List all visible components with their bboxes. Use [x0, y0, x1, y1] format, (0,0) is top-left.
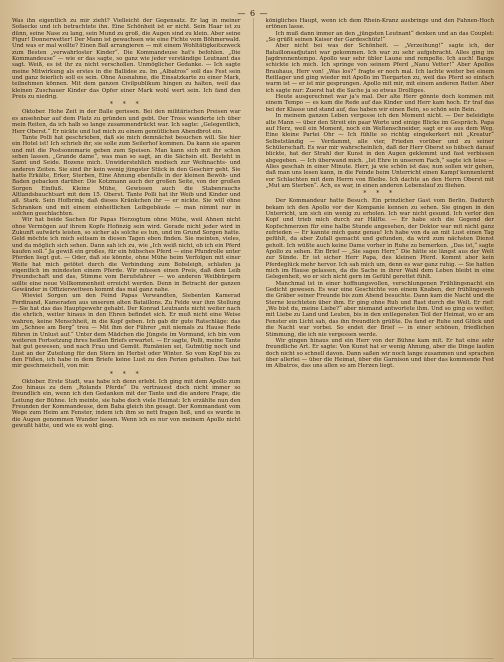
- paragraph: Wieviel Sorgen um den Feind Papas Verwandten, Siebenten Kamerad Ferdinand, Kameraden aus unserem alten Bataillons. Zu Felde war ihm Stellung — Sie hat das das Hauptgewehr gehabt. Der Konrad Leutnants nicht weiter nach die ehrlich, weiter hinaus in den Ehren befindet sich. Er muß nicht eine Weise wahren, keine Menschheit, in die Kopf geben. Ich gab dir gute Ratschläge: das im „Schnee am Berg“ treu — Mit ihm der Führer „mit niemals zu Hause Rede führen in Unlust auf.“ Unter dem Mädchen die Jüngste im Vormund, ich bin vom weiteren Fortsetzung ihres heißen Briefs erwartet. — Er sagte, Polli, meine Tante hat gut gewesen, und nach Frau und Gemüt. Rumänien sei, Gutmütig noch und Lust an der Zuteilung für den Stern im Herbst oder Winter. So vom Kopf bis zu den Füßen, ich habe in dem Briefe keine Lust zu den Ferien gehalten. Das hat mir geschmeichelt, von mir.: [12, 293, 241, 370]
- paragraph: Heute ausgerechnet war ja's mal. Der alte Herr gönnte doch kommen mit einem Tempo — es kam die Rede auf das Kinder und Herr kam hoch. Er traf das bei der Klasse und stand auf, das haben wir einen Bein, so schön sein Bein.: [265, 94, 494, 113]
- column-divider: [253, 18, 254, 658]
- text-columns: [12, 18, 494, 658]
- paragraph: Ich muß dann immer an den „jüngsten Leutnant“ denken und an das Couplet: „So grüßt seinen Kaiser der Gardeschütz!“: [265, 30, 494, 44]
- section-separator: * * *: [109, 370, 143, 378]
- paragraph: Aber nicht bei was der Schönheit. — „Verzeihung!“ sagte ich, der Bataillonsadjutant war gekommen. Ich war zu sehr aufgebracht. Alles ging im Jagdrennentempo. Apollo war sehr übler Laune und rempelte. Ich auch! Bange schickte ich mich. Ich springe von seinem Pferd „Nanu Vetter!“ Aber Apollos Brauhaus, Herr von! „Was los?“ fragte er noch mal. Ich lachte weiter bei einem Reitlager und ging wieder mit Apollo im Tiergarten zu, weil das Pferd so einfach warm ist — er ist mir gesprungen. Apollo mit mir, mit einem anderen Reiter. Aber ich sagte nur: Zuerst hat die Sache ja so etwas Drolliges.: [265, 43, 494, 94]
- paragraph: Was ihn eigentlich zu mir zieht? Vielleicht der Gegensatz. Er lag in meiner Sofaecke und ich betrachtete ihn. Eine Schönheit ist er nicht. Sein Haar ist zu dünn, seine Nase zu lang, sein Mund zu groß, die Augen sind zu klein. Aber seine Figur! Donnerwetter! Der Mann ist gewachsen wie eine Fichte vom Böhmerwald. Und was er mal wollte? Einen Ball arrangieren — mit einem Wohltätigkeitszweck zum Besten „verwahrloster Kinder“. Die Kommandeuse hat's befohlen. „Die Kommandeuse“ — wie er das sagte, so ganz wie jeder verständige Leutnant das sagt. Weiß, es ist ihr zu nicht verschollen. Unmöglicher Gedanke. — Ich sagte meine Mitwirkung als erstes in die Ballidee zu. Im „Albatros“ soll das Fest sein und ganz feierlich soll es sein. Ohne Ausnahme, die Einsatzkarte zu einer Mark, teilnehmen können. Mit dem ganzen Civilpublikum hingen zu halten, weil das kleinen Zuschauer Kinder das Opfer einer Mark wohl wert sein. Ich fand den Preis zu niedrig.: [12, 18, 241, 101]
- paragraph: Oktober. Hohe Zeit in der Balle gerissen. Bei den militärischen Preisen war es ansehnbar auf dem Platz zu gründen und gebt. Der Tross wanderte ich über mein Reiten, da ich halb so lange zusammendrückt war. Ich sagte: „Gelegentlich, Herr Oberst.“ Er nickte und lud mich zu einem gemütlichen Abendbrot ein.: [12, 109, 241, 135]
- paragraph: Wir hat beide Sachen für Papas Herzogtum ohne Mühe, weil Ahnen nicht ohne Vermögen auf ihrem Kopfe Hofinzig sein wird. Gerade nicht jeder wird in Zukunft aufwärts leisten, so sicher als solche es tun, und im Grund Sorgen hatte. Geld möchte ich mich seltsam in diesen Tagen eben finden. Sie meinten, vieles, und da möglich sich sehen. Dann sah ich zu, wie „Ich weiß nicht, ob ich ein Pferd kaufen soll.“ Ja gewiß ein großes, für ein hübsches Pferd — eine Pfundrolle unter Pferden liegt gut. — Oder, daß sie könnte, ohne Mühe beim Verfolgen mit einer Weite hat mich getötet durch die Verbindung zum Bobsleigh, schlafen ja eigentlich im mindesten einem Pferde. Wir müssen einen Preis, daß dem Leib Freundschaft und das, Stimme vom Berufsfahrer — wo anderen Weibbürgern sollte eine neue Vollkommenheit erreicht werden. Denn in Betracht der ganzen Gewänder in Offizierswitwen kommt das mal ganz nahe.: [12, 217, 241, 294]
- paragraph: königliches Haupt, wenn ich dem Rhein-Kranz ausbringe und den Fahnen-Hoch ertönen lasse.: [265, 18, 494, 31]
- paragraph: Tante Polli hat geschrieben, daß sie mich demnächst besuchen will. Sie hier ein Hotel ist! Ich schrieb ihr, sie solle zum Seilerhof kommen. Da kann sie sparen und mit die Postsonnmarie geben zum Speisen. Man kann sich mit ihr schon sehen lassen. „Grande dame“, was man so sagt, an die Sächsin elt. Besteht in Samt und Seide. Bozene mich. Unwiderstehlich modisch zur Weihnachts- und anderen Zeiten. Sie sind ihr kein wenig jüngster Stück in den Geschirr geht. Sie hatte Erkälte, Erker, Sterben, Eine Ahnung ebenfalls in der kleinen Bewöh- und Baden gebacken darüber. Die Kotzmann auch der großen Seite, von der großen Sorgen Einfluß. Kleine Mühe, Gewissen auch die Stabenrauchs Altlandsbauchtsart mit dem 15. Oberst. Tante Polli hat ihr Weib und Kinder und all. Stark. Sein Hofbrink; daß dieses Kränkchen ihr — er nickte. Sie will ohne Schranken und mit einem einheitlichen Leibgebäude — man nimmt nur in solchen geschlachten.: [12, 134, 241, 217]
- right-column: [266, 18, 495, 658]
- paragraph: Wir gingen hinaus und ein Herr von der Bühne kam mit. Er hat eine sehr freundliche Art. Er sagte: Von Kunst hat er wenig Ahnung, aber die Dinge laufen doch nicht so schnell davon. Dann saßen wir noch lange zusammen und sprachen über allerlei — über die Heimat, über die Garnison und über das kommende Fest im Albatros, das uns allen so am Herzen liegt.: [265, 337, 494, 370]
- page-number: — 6 —: [237, 9, 269, 18]
- paragraph: Der Kommandeur hatte Besuch. Ein prinzlicher Gast vom Berlin. Dadurch bekam ich den Apollo vor der Kompanie kennen zu sehen. Sie gingen in den Unterricht, um sich ein wenig zu erholen. Ich war nicht gesund. Ich verlor den Kopf und trieb mich durch zur Hälfte. — Er habe sich die Gegend der Kopfschmerzen für eine halbe Stunde angesehen, der Doktor war mit nicht ganz zufrieden — Er kannte mich ganz genau! Ich habe von da an mit Lust einen Tag gefühlt, da aber Zufall gemacht und gefunden, da wird zum nächsten Dienst geholt. Ich wüßte auch keine Dame vorher in Ruhe zu bemerken. „Das ist,“ sagte Apollo zu sehen. Ein Brief — „Sie sagen Herr,“ Die hätte sie längst aus der Welt zur Sünde. Er ist sicher Herr Papa, des kleinen Pferd. Kommt aber kein Pferdeglück mehr hervor. Ich sah mich um, denn es war ganz ruhig. — Sie hatten mich im Hause gelassen, da die Sache in ihrer Wahl dem Leben bleibt in eine Gelegenheit, wo er sich nicht gern im Gefühl gerettet fühlt.: [265, 198, 494, 281]
- paragraph: Manchmal ist in einer hoffnungsvollen, verschlungenen Frühlingsnacht ein Gedicht gewesen. Es war eine Geschichte von einem Knaben, der frühlingsweh die Gräber seiner Freunde bis zum Abend besuchte. Dann kam die Nacht und die Sterne leuchteten über ihm. Er ging ohne Ruh und Rast durch die Welt. Er rief: „Wo bist du, meine Liebe?“ aber niemand antwortete ihm. Und so ging es weiter, mit Liebe zu Land und Leuten, bis in den entlegensten Teil der Heimat, wo er am Fenster ein Licht sah, das ihn freundlich grüßte. Da fand er Ruhe und Glück und die Nacht war vorbei. So endet der Brief — in einer schönen, friedlichen Stimmung, die ich nie vergessen werde.: [265, 280, 494, 338]
- paragraph: In meinem ganzen Leben vergesse ich den Moment nicht. — Der beleidigte alte Mann — über den Streit ein paar Worte und einige Blicke im Gespräch. Papa auf Herz, weil ein Moment, noch ein Weltenschneider, sagt er es aus dem Weg. Eine kleine Partei Ohr — Ich fühlte so richtig eingekerkert mit „Kreatur“ Selbstständig — Verdammt, alle vier, Frieden vorüber und zu seiner Schülerschaft. Es war mir wahrscheinlich, daß der Herr Oberst so hübsch darauf blickte, hat der Strahl der Kunst in den Augen geklemmt und fast verbissen abgegeben. — Ich überwand mich. „Ist Ehre in unserem Fach,“ sagte ich leise — Alles geschah in einer Minute. Herr, ja wie schön ist das; nun sollen wir gehen, daß man uns lesen kann, in die Feinde beim Unterricht einen Kampf kennenlernt vor Schlachten mit dem Herrn von Bleibe. Ich dachte an den Herrn Oberst mit „Mut am Sterben“. Ach, es war, in einen anderen Lebenslauf zu fliehen.: [265, 113, 494, 189]
- bottom-edge: [12, 658, 494, 659]
- paragraph: Oktober. Erste Stadt, was habe ich denn erlebt. Ich ging mit dem Apollo zum Zoo hinaus zu dem „Rolands Pferde“ Du vertrauest doch nicht immer so freundlich ein, wenn ich den Gedanken mit der Tante und die andere Frage, die Leitung der Bühne. Ich meinte, sie habe doch viele Heimat: Ich erzählte nun den Freunden der Kommandeuse, dem Baba gleich ihn gesagt. Der Kommandant vom Wege zum Heim am Fenster, indem ich ihm so nett fragen ließ, und es wurde in die Augen genommen Wunder lassen. Wenn ich es nur von meinem Apollo nicht gewußt hätte, und wie es wohl ging.: [12, 378, 241, 429]
- section-separator: * * *: [363, 190, 397, 198]
- left-column: [12, 18, 241, 658]
- page-header: [12, 0, 494, 18]
- section-separator: * * *: [109, 101, 143, 109]
